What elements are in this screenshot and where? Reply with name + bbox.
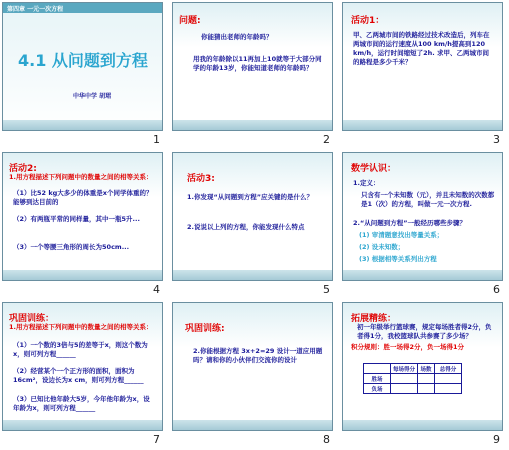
table-header-row [364,364,462,374]
slide-cell-5[interactable] [170,150,339,300]
table-cell [418,384,435,394]
table-cell [418,374,435,384]
slide-number: 7 [153,433,160,446]
slide-line: 只含有一个未知数（元），并且未知数的次数都是1（次）的方程，叫做一元一次方程. [361,191,495,208]
slide-thumbnail[interactable] [172,2,333,131]
slide-subtitle: 中华中学 胡珺 [73,93,112,100]
slide-decoration [3,420,162,430]
slide-line: 2.你能根据方程 3x+2=29 设计一道应用题吗？请和你的小伙伴们交流你的设计 [193,347,323,364]
slide-line: （1）比52 kg大多少的体重是x个同学体重的？能够到达目前的 [13,189,153,206]
table-cell: 胜场 [364,374,391,384]
slide-decoration [3,120,162,130]
slide-cell-9[interactable] [340,300,509,450]
slide-title: 数学认识： [351,164,397,174]
table-cell [435,374,462,384]
slide-decoration [173,420,332,430]
slide-cell-7[interactable] [0,300,169,450]
slide-title: 问题: [179,16,201,26]
slide-line: （2）经营某个一个正方形的面积，面积为16cm²，设边长为x cm，则可列方程______ [13,367,144,384]
slide-number: 2 [323,133,330,146]
table-cell [435,384,462,394]
slide-cell-3[interactable] [340,0,509,150]
slide-subtitle: 1.用方程描述下列问题中的数量之间的相等关系： [9,173,153,181]
slide-line: 2.说说以上列的方程，你能发现什么特点 [187,223,305,231]
slide-thumbnail[interactable] [342,2,503,131]
slide-decoration [343,420,502,430]
slide-decoration [343,120,502,130]
slide-cell-2[interactable] [170,0,339,150]
slide-thumbnail[interactable] [2,2,163,131]
slide-header: 第四章 一元一次方程 [7,6,64,13]
slide-line: 1.你发现“从问题到方程”应关键的是什么？ [187,193,314,201]
slide-line: 甲、乙两城市间的铁路经过技术改造后，列车在两城市间的运行速度从100 km/h提高到120 km/h，运行时间缩短了2h. 求甲、乙两城市间的路程是多少千米？ [353,31,490,66]
slide-decoration [343,270,502,280]
slide-number: 1 [153,133,160,146]
slide-title: 拓展精练： [351,314,397,324]
table-row [364,374,462,384]
slide-cell-1[interactable] [0,0,169,150]
slide-number: 8 [323,433,330,446]
slide-cell-4[interactable] [0,150,169,300]
slide-line: （3）一个等腰三角形的周长为50cm... [13,243,130,251]
slide-thumbnail[interactable] [172,152,333,281]
slide-decoration [173,120,332,130]
slide-cell-6[interactable] [340,150,509,300]
slide-line: 初一年级举行篮球赛，规定每场胜者得2分，负者得1分，我校篮球队共参赛了多少场？ [357,323,492,340]
score-table [363,363,462,394]
slide-decoration [3,270,162,280]
slide-line: （3）已知比他年龄大5岁，今年他年龄为x，设年龄为x，则可列方程______ [13,395,150,412]
table-header-cell [364,364,391,374]
slide-number: 9 [493,433,500,446]
slide-line: 2.“从问题到方程”一般经历哪些步骤？ [353,219,467,227]
slide-line: (2) 设未知数； [359,243,405,251]
slide-thumbnail[interactable] [342,302,503,431]
slide-line: (3) 根据相等关系列出方程 [359,255,437,263]
slide-thumbnail[interactable] [342,152,503,281]
slide-thumbnail[interactable] [172,302,333,431]
slide-thumbnail[interactable] [2,302,163,431]
slide-title: 巩固训练: [185,324,225,334]
table-cell [391,384,418,394]
slide-number: 4 [153,283,160,296]
slide-line: （1）一个数的3倍与5的差等于x，则这个数为x，则可列方程______ [13,341,148,358]
slide-number: 3 [493,133,500,146]
slide-title: 活动1： [351,16,385,26]
slide-cell-8[interactable] [170,300,339,450]
table-header-cell: 总得分 [435,364,462,374]
table-header-cell: 每场得分 [391,364,418,374]
slide-line: 用我的年龄除以11再加上10就等于大部分同学的年龄13岁，你能知道老师的年龄吗？ [193,55,322,72]
slide-title: 活动3: [187,174,215,184]
table-header-cell: 场数 [418,364,435,374]
slide-line: 积分规则：胜一场得2分，负一场得1分 [351,343,465,351]
slide-line: 1.定义： [353,179,380,187]
slide-subtitle: 1.用方程描述下列问题中的数量之间的相等关系： [9,323,153,331]
slide-title: 4.1 从问题到方程 [18,51,148,70]
slide-decoration [173,270,332,280]
slide-title: 活动2: [9,164,37,174]
slide-line: （2）有两瓶平常的同样量，其中一瓶5升... [13,215,140,223]
table-cell: 负场 [364,384,391,394]
slide-title: 巩固训练： [9,314,55,324]
slide-line: 你能猜出老师的年龄吗？ [201,33,273,41]
slide-number: 5 [323,283,330,296]
slide-line: (1) 审清题意找出等量关系； [359,231,444,239]
slide-thumbnail[interactable] [2,152,163,281]
slide-number: 6 [493,283,500,296]
table-cell [391,374,418,384]
table-row [364,384,462,394]
